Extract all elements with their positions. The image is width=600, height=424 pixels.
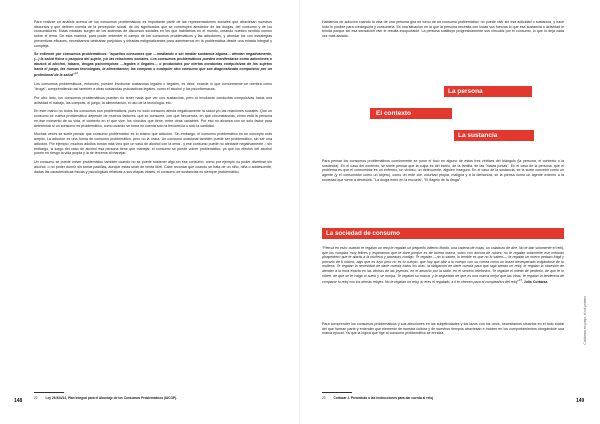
- paragraph: Hablamos de adicción cuando la vida de una persona gira en torno de un consumo problemático: no puede vivir sin esa actividad o sustancia, y hace todo lo posible para conseguirla y consumirla. Es una situación en la que la persona necesita con todas sus fuerzas lo que esa sustancia o actividad le brinda porque sin esa sensación vivir le resulta insoportable. La persona sustituye progresivamente sus vínculos por el consumo, lo que lo deja cada vez más aislado.: [322, 20, 564, 39]
- diagram-persona: La persona: [444, 86, 532, 97]
- definition-quote: "aquellos consumos que —mediando o sin mediar sustancia alguna— afectan negativamente, (...) la salud física o psíquica del sujeto, y/o las relaciones sociales. Los consumos problemáticos pueden manifestarse como adicciones o abusos al alcohol, tabaco, drogas psicotrópicas —legales o ilegales— o producidos por ciertas conductas compulsivas de los sujetos hacia el juego, las nuevas tecnologías, la alimentación, las compras o cualquier otro consumo que sea diagnosticado compulsivo por un profesional de la salud": [34, 52, 272, 78]
- paragraph: Para realizar un análisis acerca de los consumos problemáticos es importante partir de las representaciones sociales que atraviesan nuestros discursos y que definen cuenta de la percepción social, de los significados que se construyen alrededor de las drogas, del consumo y de los consumidores. Estas miradas surgen de los sistemas de discursos sociales en los que habitamos en el mundo, creando nuestro sentido común sobre el tema. De esta manera, para poder entender el campo de los consumos problemáticos y las adicciones, y abordar los con estrategias preventivas eficaces, necesitamos destrabar prejuicios y miradas estigmatizantes para adentrarnos en la problemática desde una mirada integral y compleja.: [34, 20, 272, 48]
- left-column: [34, 20, 272, 178]
- paragraph: Para pensar los consumos problemáticos comúnmente se pone el foco en alguno de estos tres vértices del triángulo (la persona, el contexto o la sustancia). En el caso del contexto, se suele pensar que la culpa es del barrio, de la familia, de las "malas juntas". En el caso de la persona, que el problema es que el consumidor es un enfermo, un vicioso, un delincuente, alguien inseguro. En el caso de la sustancia, se la suele concebir como un agente (y el consumidor como un objeto), como un ente con voluntad propia, maligna y a la demoniza, se la piensa como un agente externo a la sociedad que viene a destruirla. "La droga entró en la escuela", "El flagelo de la droga".: [322, 159, 564, 182]
- quote-author: . Julio Cortázar.: [521, 280, 548, 285]
- page-number: 149: [576, 398, 585, 404]
- definition-paragraph: Se entiende por consumos problemáticos: "aquellos consumos que —mediando o sin mediar sustancia alguna— afectan negativamente, (...) la salud física o psíquica del sujeto, y/o las relaciones sociales. Los consumos problemáticos pueden manifestarse como adicciones o abusos al alcohol, tabaco, drogas psicotrópicas —legales o ilegales— o producidos por ciertas conductas compulsivas de los sujetos hacia el juego, las nuevas tecnologías, la alimentación, las compras o cualquier otro consumo que sea diagnosticado compulsivo por un profesional de la salud"$^{22}$.: [34, 52, 272, 78]
- footnote-ref: 23: [518, 278, 522, 283]
- footnote-number: 23: [322, 396, 326, 400]
- closing-paragraph: Para comprender los consumos problemáticos y sus afecciones en las subjetividades y los lazos con los otros, necesitamos situarlos en el todo social del que forman parte y entender qué elemento de nuestra cultura y de nuestros tiempos atraviesan e inciden en los comportamientos otorgándole una marca epocal. Ya que la lógica que rige al consumo problemático se enraiza: [322, 322, 564, 336]
- footnote-ref: 22: [74, 71, 78, 76]
- footnote-rule: [34, 392, 64, 393]
- side-label: Cuidarnos en juego, el sol primero: [583, 296, 587, 345]
- triangle-diagram: [370, 80, 530, 148]
- diagram-contexto: El contexto: [370, 108, 452, 119]
- right-column: [322, 20, 564, 43]
- page-number: 148: [14, 398, 23, 404]
- footnote-text: Cortázar J. Preámbulo a las instrucciones para dar cuerda al reloj: [333, 396, 433, 400]
- footnote: [322, 396, 564, 400]
- definition-intro: Se entiende por consumos problemáticos:: [34, 52, 108, 57]
- cortazar-quote: [322, 246, 564, 285]
- diagram-sustancia: La sustancia: [454, 130, 534, 141]
- footnote-number: 22: [34, 396, 38, 400]
- quote-text: "Piensa en esto: cuando te regalan un reloj te regalan un pequeño infierno florido, una cadena de rosas, un calabozo de aire. No te dan solamente el reloj, que los cumplas muy felices y esperamos que te dure porque es de buena marca, suizo con áncora de rubíes; no te regalan solamente ese menudo picapedrero que te atarás a la muñeca y pasearás contigo. Te regalan —no lo saben, lo terrible es que no lo saben—, te regalan un nuevo pedazo frágil y precario de ti mismo, algo que es tuyo pero no es tu cuerpo, que hay que atar a tu cuerpo con su correa como un brazo desesperado colgándose de tu muñeca. Te regalan la necesidad de darle cuerda todos los días, la obligación de darle cuerda para que siga siendo un reloj; te regalan la obsesión de atender a la hora exacta en las vitrinas de las joyerías, en el anuncio por la radio, en el servicio telefónico. Te regalan el miedo de perderlo, de que te lo roben, de que se te caiga al suelo y se rompa. Te regalan su marca, y la seguridad de que es una marca mejor que las otras, te regalan la tendencia de comparar tu reloj con los demás relojes. No te regalan un reloj, tú eres el regalado, a ti te ofrecen para el cumpleaños del reloj": [322, 246, 564, 285]
- paragraph: En este marco no todos los consumos son problemáticos, pues no todo consumo afecta negativamente la salud y/o las relaciones sociales. Que un consumo se vuelva problemático depende de muchos factores: qué se consume, con qué frecuencia, en qué circunstancias, cómo está la persona en ese momento de su vida, el contexto en el que vive, los vínculos que tiene, entre otras variables. Por eso no alcanza con un solo factor para determinar si un consumo es problemático, como cuando se toma en cuenta solo la frecuencia o sólo la cantidad.: [34, 109, 272, 128]
- right-column-2: [322, 159, 564, 187]
- right-page: [300, 0, 600, 424]
- footnote-rule: [322, 392, 352, 393]
- paragraph: Un consumo se puede volver problemático también cuando no se puede sostener algo sin ese consumo, como por ejemplo no poder divertirse sin alcohol, o no poder dormir sin tomar pastillas, aunque estas sean de venta libre. Cabe recordar que cuando se trata de un niño, niña o adolescente, dadas las características físicas y psicológicas relativas a sus etapas vitales, el consumo de sustancias es siempre problemático.: [34, 160, 272, 174]
- section-title: La sociedad de consumo: [322, 228, 564, 239]
- footnote: [34, 396, 272, 400]
- paragraph: Los consumos problemáticos, entonces, pueden involucrar sustancias legales o ilegales, es decir, excede lo que comúnmente se nombra como "droga", comprendiendo así también a otras sustancias psicoactivas legales, como el alcohol y los psicofármacos.: [34, 82, 272, 91]
- footnote-text: Ley 26.934/14, Plan Integral para el Abordaje de los Consumos Problemáticos (IACOP).: [45, 396, 178, 400]
- paragraph: Por otro lado, los consumos problemáticos pueden no tener nada que ver con sustancias, pero si involucrar conductas compulsivas hacia una actividad el trabajo, las compras, el juego, la alimentación, el uso de la tecnología, etc.: [34, 95, 272, 105]
- paragraph: Muchas veces se suele pensar que consumo problemático es lo mismo que adicción. Sin embargo, el consumo problemático es un concepto más amplio. La adicción es una forma de consumo problemático, pero no la única. Un consumo ocasional también puede ser problemático, sin ser una adicción. Por ejemplo, muchos adultos toman más vino que un vaso de alcohol con la cena - y ese consumo puede no afectarle negativamente -; sin embargo, si luego del vaso de alcohol esa persona tiene que manejar, el consumo se puede volver problemático, ya que los efectos del alcohol ponen en riesgo la vida propia y la de terceros al manejar.: [34, 132, 272, 156]
